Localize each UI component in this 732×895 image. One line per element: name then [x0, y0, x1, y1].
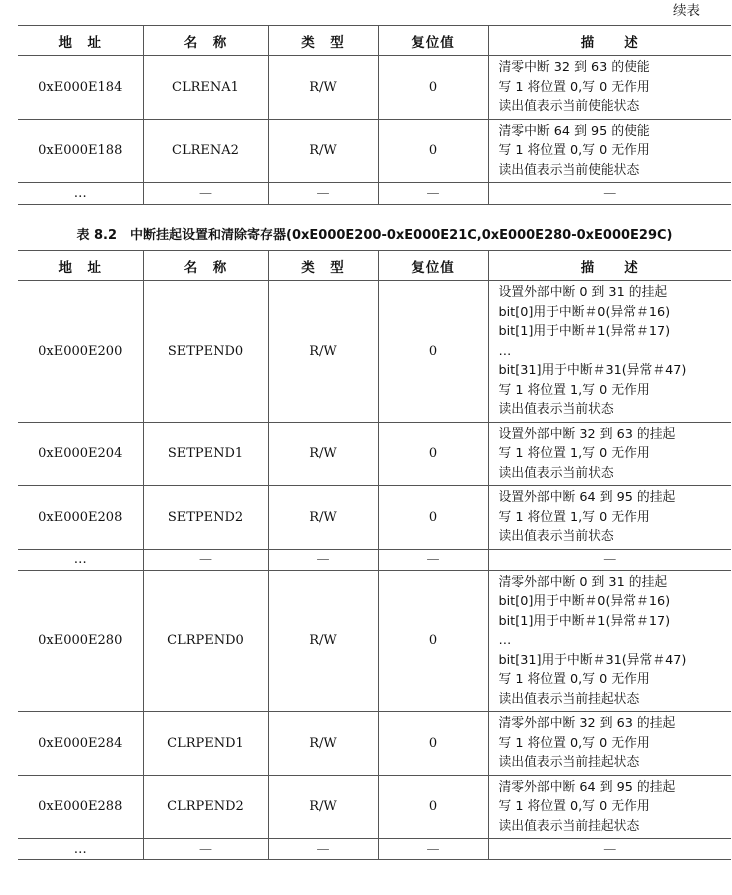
description-line: 读出值表示当前使能状态: [498, 99, 640, 114]
description-line: 写 1 将位置 0,写 0 无作用: [498, 735, 650, 751]
cell-type: R/W: [268, 422, 378, 486]
description-line: 读出值表示当前挂起状态: [498, 755, 640, 770]
cell-reset: 0: [378, 119, 488, 183]
description-line: bit[0]用于中断＃0(异常＃16): [498, 304, 671, 320]
cell-description: [488, 486, 731, 550]
cell-description: [488, 775, 731, 839]
register-table-continued: [18, 25, 731, 205]
cell-description: —: [488, 839, 731, 860]
table-row: [18, 56, 731, 120]
table-row: [18, 775, 731, 839]
description-line: 写 1 将位置 0,写 0 无作用: [498, 79, 650, 95]
table-caption: 表 8.2 中断挂起设置和清除寄存器(0xE000E200-0xE000E21C,0xE000E280-0xE000E29C): [76, 228, 673, 243]
description-line: 读出值表示当前使能状态: [498, 162, 640, 178]
cell-description: —: [488, 183, 731, 205]
cell-type: R/W: [268, 712, 378, 776]
description-line: 写 1 将位置 1,写 0 无作用: [498, 382, 650, 398]
cell-reset: 0: [378, 775, 488, 839]
description-line: 清零外部中断 0 到 31 的挂起: [498, 574, 668, 590]
cell-reset: 0: [378, 570, 488, 712]
cell-reset: 0: [378, 422, 488, 486]
cell-type: —: [268, 183, 378, 205]
cell-address: 0xE000E204: [18, 422, 143, 486]
description-line: bit[0]用于中断＃0(异常＃16): [498, 594, 671, 609]
cell-reset: 0: [378, 281, 488, 423]
cell-type: —: [268, 839, 378, 860]
cell-name: —: [143, 183, 268, 205]
cell-description: [488, 281, 731, 423]
table-body: [18, 281, 731, 860]
cell-name: —: [143, 549, 268, 570]
cell-type: R/W: [268, 56, 378, 120]
cell-description: [488, 422, 731, 486]
header-reset: 复位值: [378, 251, 488, 281]
cell-reset: —: [378, 183, 488, 205]
table-header-row: [18, 26, 731, 56]
description-line: bit[31]用于中断＃31(异常＃47): [498, 652, 687, 668]
description-line: bit[1]用于中断＃1(异常＃17): [498, 324, 671, 339]
cell-description: [488, 570, 731, 712]
description-line: 读出值表示当前挂起状态: [498, 818, 640, 834]
cell-name: SETPEND2: [143, 486, 268, 550]
cell-reset: —: [378, 839, 488, 860]
header-address: 地 址: [18, 251, 143, 281]
description-line: 写 1 将位置 1,写 0 无作用: [498, 509, 650, 525]
header-address: 地 址: [18, 26, 143, 56]
cell-name: CLRENA2: [143, 119, 268, 183]
header-name: 名 称: [143, 26, 268, 56]
description-line: 清零外部中断 32 到 63 的挂起: [498, 716, 676, 731]
cell-description: —: [488, 549, 731, 570]
header-name: 名 称: [143, 251, 268, 281]
description-line: 写 1 将位置 0,写 0 无作用: [498, 143, 650, 158]
cell-name: CLRPEND0: [143, 570, 268, 712]
table-body: [18, 56, 731, 205]
description-line: bit[31]用于中断＃31(异常＃47): [498, 363, 687, 378]
description-line: 读出值表示当前挂起状态: [498, 691, 640, 707]
table-header-row: [18, 251, 731, 281]
cell-name: CLRENA1: [143, 56, 268, 120]
table-row: [18, 281, 731, 423]
pending-register-table: [18, 250, 731, 860]
cell-type: R/W: [268, 570, 378, 712]
cell-address: …: [18, 839, 143, 860]
header-description: 描 述: [488, 26, 731, 56]
cell-address: …: [18, 183, 143, 205]
description-line: 读出值表示当前状态: [498, 402, 614, 417]
table-row: [18, 183, 731, 205]
cell-address: 0xE000E288: [18, 775, 143, 839]
description-line: 设置外部中断 32 到 63 的挂起: [498, 426, 676, 442]
cell-reset: —: [378, 549, 488, 570]
cell-type: R/W: [268, 119, 378, 183]
cell-name: —: [143, 839, 268, 860]
header-type: 类 型: [268, 251, 378, 281]
description-line: …: [498, 633, 512, 648]
cell-type: —: [268, 549, 378, 570]
cell-description: [488, 119, 731, 183]
description-line: 清零中断 32 到 63 的使能: [498, 60, 650, 75]
cell-address: 0xE000E208: [18, 486, 143, 550]
table-row: [18, 549, 731, 570]
cell-description: [488, 712, 731, 776]
description-line: 清零中断 64 到 95 的使能: [498, 123, 650, 139]
cell-address: 0xE000E184: [18, 56, 143, 120]
table-row: [18, 712, 731, 776]
cell-address: 0xE000E188: [18, 119, 143, 183]
cell-reset: 0: [378, 712, 488, 776]
table-row: [18, 486, 731, 550]
cell-address: 0xE000E200: [18, 281, 143, 423]
table-row: [18, 570, 731, 712]
description-line: 写 1 将位置 0,写 0 无作用: [498, 799, 650, 814]
cell-description: [488, 56, 731, 120]
description-line: 写 1 将位置 1,写 0 无作用: [498, 446, 650, 461]
description-line: bit[1]用于中断＃1(异常＃17): [498, 613, 671, 629]
cell-address: 0xE000E280: [18, 570, 143, 712]
cell-name: CLRPEND2: [143, 775, 268, 839]
description-line: 读出值表示当前状态: [498, 529, 614, 544]
description-line: …: [498, 343, 512, 359]
cell-name: SETPEND0: [143, 281, 268, 423]
continued-label: 续表: [673, 3, 700, 19]
header-reset: 复位值: [378, 26, 488, 56]
table-row: [18, 422, 731, 486]
cell-address: …: [18, 549, 143, 570]
description-line: 设置外部中断 0 到 31 的挂起: [498, 285, 668, 300]
cell-reset: 0: [378, 486, 488, 550]
cell-reset: 0: [378, 56, 488, 120]
table-row: [18, 119, 731, 183]
cell-name: SETPEND1: [143, 422, 268, 486]
header-type: 类 型: [268, 26, 378, 56]
description-line: 读出值表示当前状态: [498, 465, 614, 481]
cell-type: R/W: [268, 775, 378, 839]
cell-address: 0xE000E284: [18, 712, 143, 776]
header-description: 描 述: [488, 251, 731, 281]
description-line: 写 1 将位置 0,写 0 无作用: [498, 672, 650, 687]
description-line: 清零外部中断 64 到 95 的挂起: [498, 779, 676, 795]
description-line: 设置外部中断 64 到 95 的挂起: [498, 490, 676, 505]
cell-type: R/W: [268, 486, 378, 550]
cell-name: CLRPEND1: [143, 712, 268, 776]
cell-type: R/W: [268, 281, 378, 423]
table-row: [18, 839, 731, 860]
